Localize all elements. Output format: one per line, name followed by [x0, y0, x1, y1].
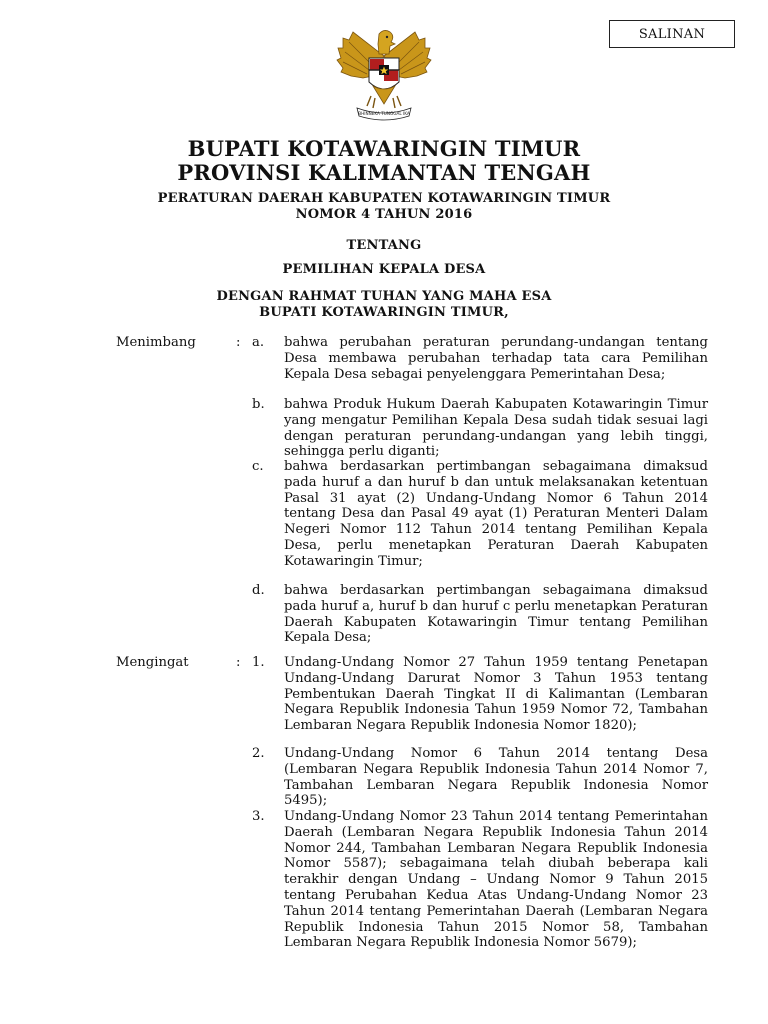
blessing-line2: BUPATI KOTAWARINGIN TIMUR, — [259, 305, 509, 320]
mengingat-marker-2: 2. — [252, 746, 265, 761]
mengingat-item-3: Undang-Undang Nomor 23 Tahun 2014 tentang Pemerintahan Daerah (Lembaran Negara Republik Indonesia Tahun 2014 Nomor 244, Tambahan Lembaran Negara Republik Indonesia Nomor 5587); sebagaimana telah diubah beberapa kali terakhir dengan Undang – Undang Nomor 9 Tahun 2015 tentang Perubahan Kedua Atas Undang-Undang Nomor 23 Tahun 2014 tentang Pemerintahan Daerah (Lembaran Negara Republik Indonesia Tahun 2015 Nomor 58, Tambahan Lembaran Negara Republik Indonesia Nomor 5679); — [284, 809, 708, 951]
mengingat-colon: : — [236, 655, 241, 670]
menimbang-label: Menimbang — [116, 335, 196, 350]
mengingat-label: Mengingat — [116, 655, 189, 670]
menimbang-marker-b: b. — [252, 397, 265, 412]
menimbang-item-d: bahwa berdasarkan pertimbangan sebagaimana dimaksud pada huruf a, huruf b dan huruf c perlu menetapkan Peraturan Daerah Kabupaten Kotawaringin Timur tentang Pemilihan Kepala Desa; — [284, 583, 708, 646]
mengingat-item-1: Undang-Undang Nomor 27 Tahun 1959 tentang Penetapan Undang-Undang Darurat Nomor 3 Tahun 1953 tentang Pembentukan Daerah Tingkat II di Kalimantan (Lembaran Negara Republik Indonesia Tahun 1959 Nomor 72, Tambahan Lembaran Negara Republik Indonesia Nomor 1820); — [284, 655, 708, 734]
mengingat-item-2: Undang-Undang Nomor 6 Tahun 2014 tentang Desa (Lembaran Negara Republik Indonesia Tahun 2014 Nomor 7, Tambahan Lembaran Negara Republik Indonesia Nomor 5495); — [284, 746, 708, 809]
menimbang-item-b: bahwa Produk Hukum Daerah Kabupaten Kotawaringin Timur yang mengatur Pemilihan Kepala Desa sudah tidak sesuai lagi dengan peraturan perundang-undangan yang lebih tinggi, sehingga perlu diganti; — [284, 397, 708, 460]
subject-heading: PEMILIHAN KEPALA DESA — [282, 262, 486, 277]
menimbang-marker-d: d. — [252, 583, 265, 598]
document-title-line2: PROVINSI KALIMANTAN TENGAH — [177, 160, 591, 185]
menimbang-marker-a: a. — [252, 335, 265, 350]
document-title-line1: BUPATI KOTAWARINGIN TIMUR — [187, 136, 581, 161]
menimbang-item-c: bahwa berdasarkan pertimbangan sebagaimana dimaksud pada huruf a dan huruf b dan untuk melaksanakan ketentuan Pasal 31 ayat (2) Undang-Undang Nomor 6 Tahun 2014 tentang Desa dan Pasal 49 ayat (1) Peraturan Menteri Dalam Negeri Nomor 112 Tahun 2014 tentang Pemilihan Kepala Desa, perlu menetapkan Peraturan Daerah Kabupaten Kotawaringin Timur; — [284, 459, 708, 569]
mengingat-marker-3: 3. — [252, 809, 265, 824]
menimbang-colon: : — [236, 335, 241, 350]
garuda-emblem-icon — [335, 26, 433, 122]
regulation-title-line1: PERATURAN DAERAH KABUPATEN KOTAWARINGIN TIMUR — [157, 191, 611, 206]
svg-text:BHINNEKA TUNGGAL IKA: BHINNEKA TUNGGAL IKA — [358, 111, 410, 116]
about-heading: TENTANG — [346, 238, 422, 253]
menimbang-item-a: bahwa perubahan peraturan perundang-undangan tentang Desa membawa perubahan terhadap tata cara Pemilihan Kepala Desa sebagai penyelenggara Pemerintahan Desa; — [284, 335, 708, 382]
blessing-line1: DENGAN RAHMAT TUHAN YANG MAHA ESA — [216, 289, 552, 304]
menimbang-marker-c: c. — [252, 459, 264, 474]
regulation-title-line2: NOMOR 4 TAHUN 2016 — [295, 207, 473, 222]
salinan-stamp: SALINAN — [609, 20, 735, 48]
mengingat-marker-1: 1. — [252, 655, 265, 670]
